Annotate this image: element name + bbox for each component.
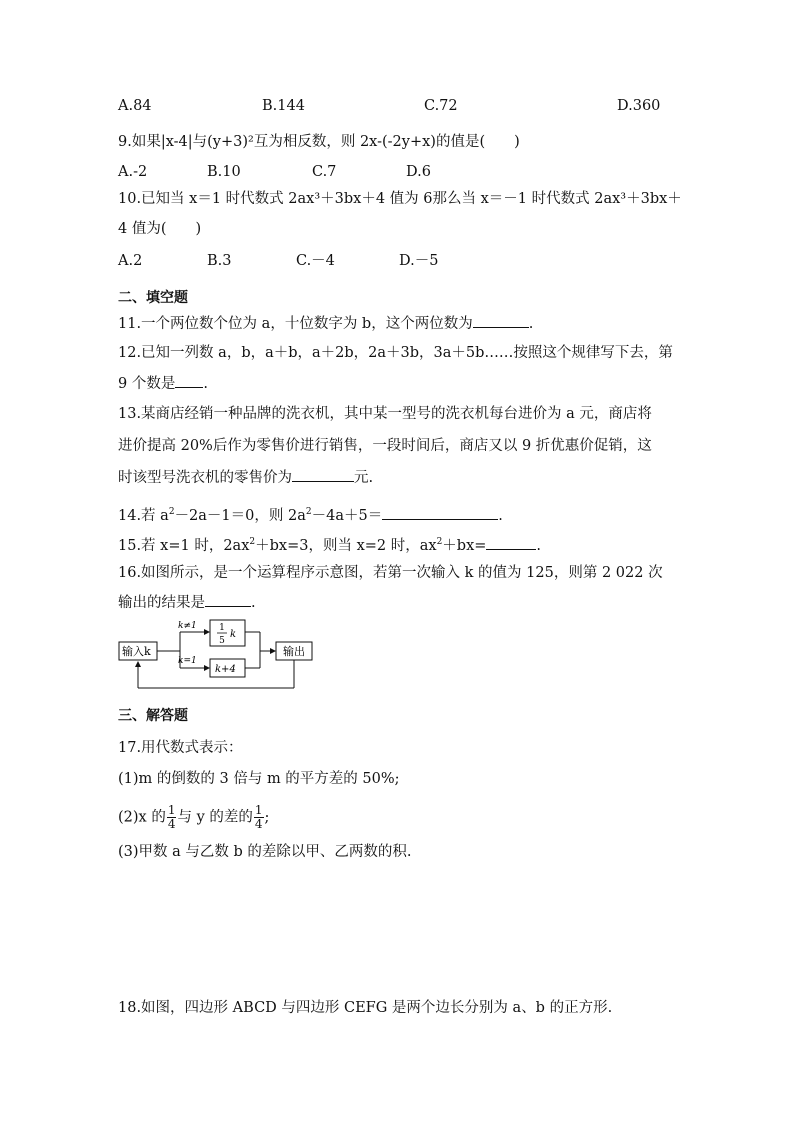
q8-option-a: A.84 bbox=[118, 98, 152, 114]
q10-option-b: B.3 bbox=[207, 253, 232, 269]
q14-part3: －4a＋5＝ bbox=[311, 508, 383, 524]
q9-option-b: B.10 bbox=[207, 164, 241, 180]
q13-line3 bbox=[118, 467, 373, 488]
q13-text: 时该型号洗衣机的零售价为 bbox=[118, 470, 292, 486]
q14-answer-blank[interactable] bbox=[382, 505, 498, 520]
q17-part2-end: ; bbox=[264, 809, 270, 826]
q17-part1: (1)m 的倒数的 3 倍与 m 的平方差的 50%; bbox=[118, 771, 400, 787]
q18-stem: 18.如图，四边形 ABCD 与四边形 CEFG 是两个边长分别为 a、b 的正方形. bbox=[118, 1000, 613, 1016]
q16-line2 bbox=[118, 592, 256, 613]
q14-part2: －2a－1＝0，则 2a bbox=[174, 508, 306, 524]
q9-stem: 9.如果|x-4|与(y+3)²互为相反数，则 2x-(-2y+x)的值是( ) bbox=[118, 134, 520, 150]
flowchart-cond-top: k≠1 bbox=[178, 621, 197, 631]
flowchart-op-top-box bbox=[210, 620, 245, 646]
q17-part2-a: (2)x 的 bbox=[118, 809, 166, 826]
q15-end: . bbox=[536, 538, 542, 554]
q10-stem-line2: 4 值为( ) bbox=[118, 221, 202, 237]
q11-text: 11.一个两位数个位为 a，十位数字为 b，这个两位数为 bbox=[118, 316, 473, 332]
section-solution-title: 三、解答题 bbox=[118, 708, 188, 724]
flowchart-op-top-den: 5 bbox=[219, 636, 225, 646]
q13-end: 元. bbox=[354, 470, 374, 486]
flowchart-op-bottom: k+4 bbox=[215, 664, 236, 675]
q17-fraction-1 bbox=[167, 804, 177, 831]
q13-line1: 13.某商店经销一种品牌的洗衣机，其中某一型号的洗衣机每台进价为 a 元，商店将 bbox=[118, 406, 652, 422]
q17-part3: (3)甲数 a 与乙数 b 的差除以甲、乙两数的积. bbox=[118, 844, 412, 860]
q11-end: . bbox=[528, 316, 534, 332]
q12-line1: 12.已知一列数 a，b，a＋b，a＋2b，2a＋3b，3a＋5b……按照这个规律写下去，第 bbox=[118, 345, 673, 361]
flowchart-op-top-num: 1 bbox=[219, 623, 225, 633]
q9-option-d: D.6 bbox=[406, 164, 431, 180]
q10-option-c: C.－4 bbox=[296, 253, 335, 269]
q13-line2: 进价提高 20%后作为零售价进行销售，一段时间后，商店又以 9 折优惠价促销，这 bbox=[118, 438, 652, 454]
q15-part1: 15.若 x=1 时，2ax bbox=[118, 538, 250, 554]
fraction-denominator: 4 bbox=[254, 817, 263, 831]
q15-part3: ＋bx= bbox=[442, 538, 487, 554]
q16-line1: 16.如图所示，是一个运算程序示意图，若第一次输入 k 的值为 125，则第 2 022 次 bbox=[118, 565, 663, 581]
q10-option-d: D.－5 bbox=[399, 253, 439, 269]
fraction-numerator: 1 bbox=[254, 803, 263, 817]
q12-text: 9 个数是 bbox=[118, 376, 176, 392]
q17-fraction-2 bbox=[254, 804, 264, 831]
operation-flowchart bbox=[118, 618, 328, 694]
flowchart-input-label: 输入k bbox=[122, 645, 151, 658]
q12-answer-blank[interactable] bbox=[175, 373, 203, 388]
q15-part2: ＋bx=3，则当 x=2 时，ax bbox=[255, 538, 437, 554]
q17-part2-b: 与 y 的差的 bbox=[177, 809, 253, 826]
q15-exp1: 2 bbox=[249, 537, 256, 548]
q15 bbox=[118, 535, 541, 556]
q12-end: . bbox=[203, 376, 208, 392]
q14-exp2: 2 bbox=[305, 507, 312, 518]
q16-text: 输出的结果是 bbox=[118, 595, 205, 611]
q14-end: . bbox=[498, 508, 503, 524]
fraction-denominator: 4 bbox=[167, 817, 176, 831]
q15-answer-blank[interactable] bbox=[486, 535, 536, 550]
q15-exp2: 2 bbox=[436, 537, 443, 548]
q9-option-c: C.7 bbox=[312, 164, 337, 180]
q8-option-b: B.144 bbox=[262, 98, 305, 114]
q16-end: . bbox=[251, 595, 256, 611]
q17-part2 bbox=[118, 804, 269, 831]
q17-stem: 17.用代数式表示： bbox=[118, 740, 243, 756]
flowchart-cond-bottom: k=1 bbox=[178, 656, 197, 666]
q14 bbox=[118, 505, 503, 526]
flowchart-op-top-var: k bbox=[230, 629, 237, 640]
q14-exp1: 2 bbox=[168, 507, 175, 518]
q16-answer-blank[interactable] bbox=[205, 592, 251, 607]
q8-option-c: C.72 bbox=[424, 98, 458, 114]
q14-part1: 14.若 a bbox=[118, 508, 169, 524]
q12-line2 bbox=[118, 373, 208, 394]
q11 bbox=[118, 313, 533, 334]
q10-stem-line1: 10.已知当 x＝1 时代数式 2ax³＋3bx＋4 值为 6那么当 x＝－1 时代数式 2ax³＋3bx＋ bbox=[118, 191, 682, 207]
q11-answer-blank[interactable] bbox=[473, 313, 529, 328]
q9-option-a: A.-2 bbox=[118, 164, 148, 180]
section-fill-in-title: 二、填空题 bbox=[118, 290, 188, 306]
q8-option-d: D.360 bbox=[617, 98, 661, 114]
q10-option-a: A.2 bbox=[118, 253, 143, 269]
fraction-numerator: 1 bbox=[167, 803, 176, 817]
q13-answer-blank[interactable] bbox=[292, 467, 354, 482]
flowchart-output-label: 输出 bbox=[283, 645, 305, 658]
